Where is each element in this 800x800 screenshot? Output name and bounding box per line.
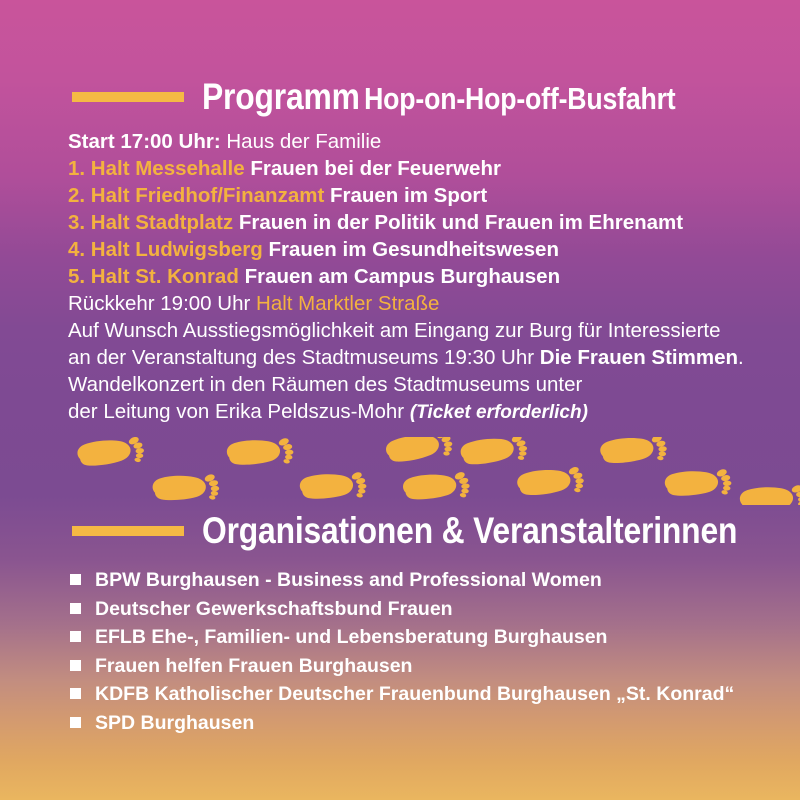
bullet-square-icon [70, 574, 81, 585]
bullet-square-icon [70, 688, 81, 699]
program-stop-2 [68, 182, 768, 209]
organisation-name: EFLB Ehe-, Familien- und Lebensberatung Burghausen [95, 626, 608, 648]
stop-5-name: 5. Halt St. Konrad [68, 265, 239, 288]
organisation-name: KDFB Katholischer Deutscher Frauenbund Burghausen „St. Konrad“ [95, 683, 735, 705]
footprint-icon [739, 484, 800, 505]
return-label: Rückkehr 19:00 Uhr [68, 292, 257, 315]
organisation-name: BPW Burghausen - Business and Professional Women [95, 569, 602, 591]
program-note-line-3 [68, 371, 768, 398]
list-item [70, 652, 790, 681]
footprint-icon [664, 468, 732, 500]
program-list [68, 128, 768, 426]
program-stop-3 [68, 209, 768, 236]
program-stop-4 [68, 236, 768, 263]
stop-3-topic: Frauen in der Politik und Frauen im Ehrenamt [238, 211, 684, 234]
program-start-place: Haus der Familie [220, 130, 382, 153]
list-item [70, 709, 790, 738]
program-heading-rule [72, 92, 184, 102]
stop-2-topic: Frauen im Sport [329, 184, 488, 207]
stop-1-topic: Frauen bei der Feuerwehr [250, 157, 501, 180]
organisation-name: Deutscher Gewerkschaftsbund Frauen [95, 597, 453, 620]
program-heading [72, 78, 772, 115]
return-stop: Halt Marktler Straße [256, 292, 440, 315]
organisations-list [70, 566, 790, 737]
bullet-square-icon [70, 603, 81, 614]
footprint-icon [299, 471, 367, 503]
list-item [70, 566, 790, 595]
note-line-3: Wandelkonzert in den Räumen des Stadtmuseums unter [68, 373, 583, 396]
list-item [70, 680, 790, 709]
note-line-2-pre: an der Veranstaltung des Stadtmuseums 19:30 Uhr [68, 346, 540, 369]
program-start-label: Start 17:00 Uhr: [68, 130, 221, 153]
footprint-icon [226, 437, 294, 468]
list-item [70, 595, 790, 624]
footprint-icon [76, 437, 145, 470]
note-line-4-pre: der Leitung von Erika Peldszus-Mohr [68, 400, 410, 423]
program-stop-1 [68, 155, 768, 182]
note-line-1: Auf Wunsch Ausstiegsmöglichkeit am Eingang zur Burg für Interessierte [68, 319, 721, 342]
organisation-name: SPD Burghausen [95, 711, 255, 734]
program-start-line [68, 128, 768, 155]
organisation-name: Frauen helfen Frauen Burghausen [95, 654, 413, 677]
footprint-group [76, 437, 800, 505]
footprint-icon [152, 473, 220, 504]
footprint-icon [516, 465, 585, 499]
bullet-square-icon [70, 717, 81, 728]
organisations-heading [72, 512, 792, 549]
footprint-icon [459, 437, 529, 469]
note-line-2-bold: Die Frauen Stimmen [539, 346, 738, 369]
list-item [70, 623, 790, 652]
stop-2-name: 2. Halt Friedhof/Finanzamt [68, 184, 325, 207]
program-heading-text [202, 78, 676, 115]
program-return-line [68, 290, 768, 317]
stop-3-name: 3. Halt Stadtplatz [68, 211, 234, 234]
organisations-title: Organisationen & Veranstalterinnen [202, 510, 738, 551]
stop-4-topic: Frauen im Gesundheitswesen [268, 238, 559, 261]
program-note-line-1 [68, 317, 768, 344]
program-title-main: Programm [202, 76, 360, 117]
program-note-line-4 [68, 398, 768, 426]
stop-1-name: 1. Halt Messehalle [68, 157, 245, 180]
bullet-square-icon [70, 660, 81, 671]
note-line-4-italic: (Ticket erforderlich) [409, 402, 588, 423]
stop-5-topic: Frauen am Campus Burghausen [244, 265, 561, 288]
footprint-icon [599, 437, 668, 467]
program-note-line-2 [68, 344, 768, 371]
stop-4-name: 4. Halt Ludwigsberg [68, 238, 263, 261]
bullet-square-icon [70, 631, 81, 642]
footprint-trail [0, 437, 800, 505]
organisations-heading-rule [72, 526, 184, 536]
program-stop-5 [68, 263, 768, 290]
note-line-2-post: . [738, 346, 744, 369]
footprint-icon [384, 437, 454, 467]
program-title-sub: Hop-on-Hop-off-Busfahrt [364, 81, 676, 116]
footprint-icon [402, 470, 471, 503]
